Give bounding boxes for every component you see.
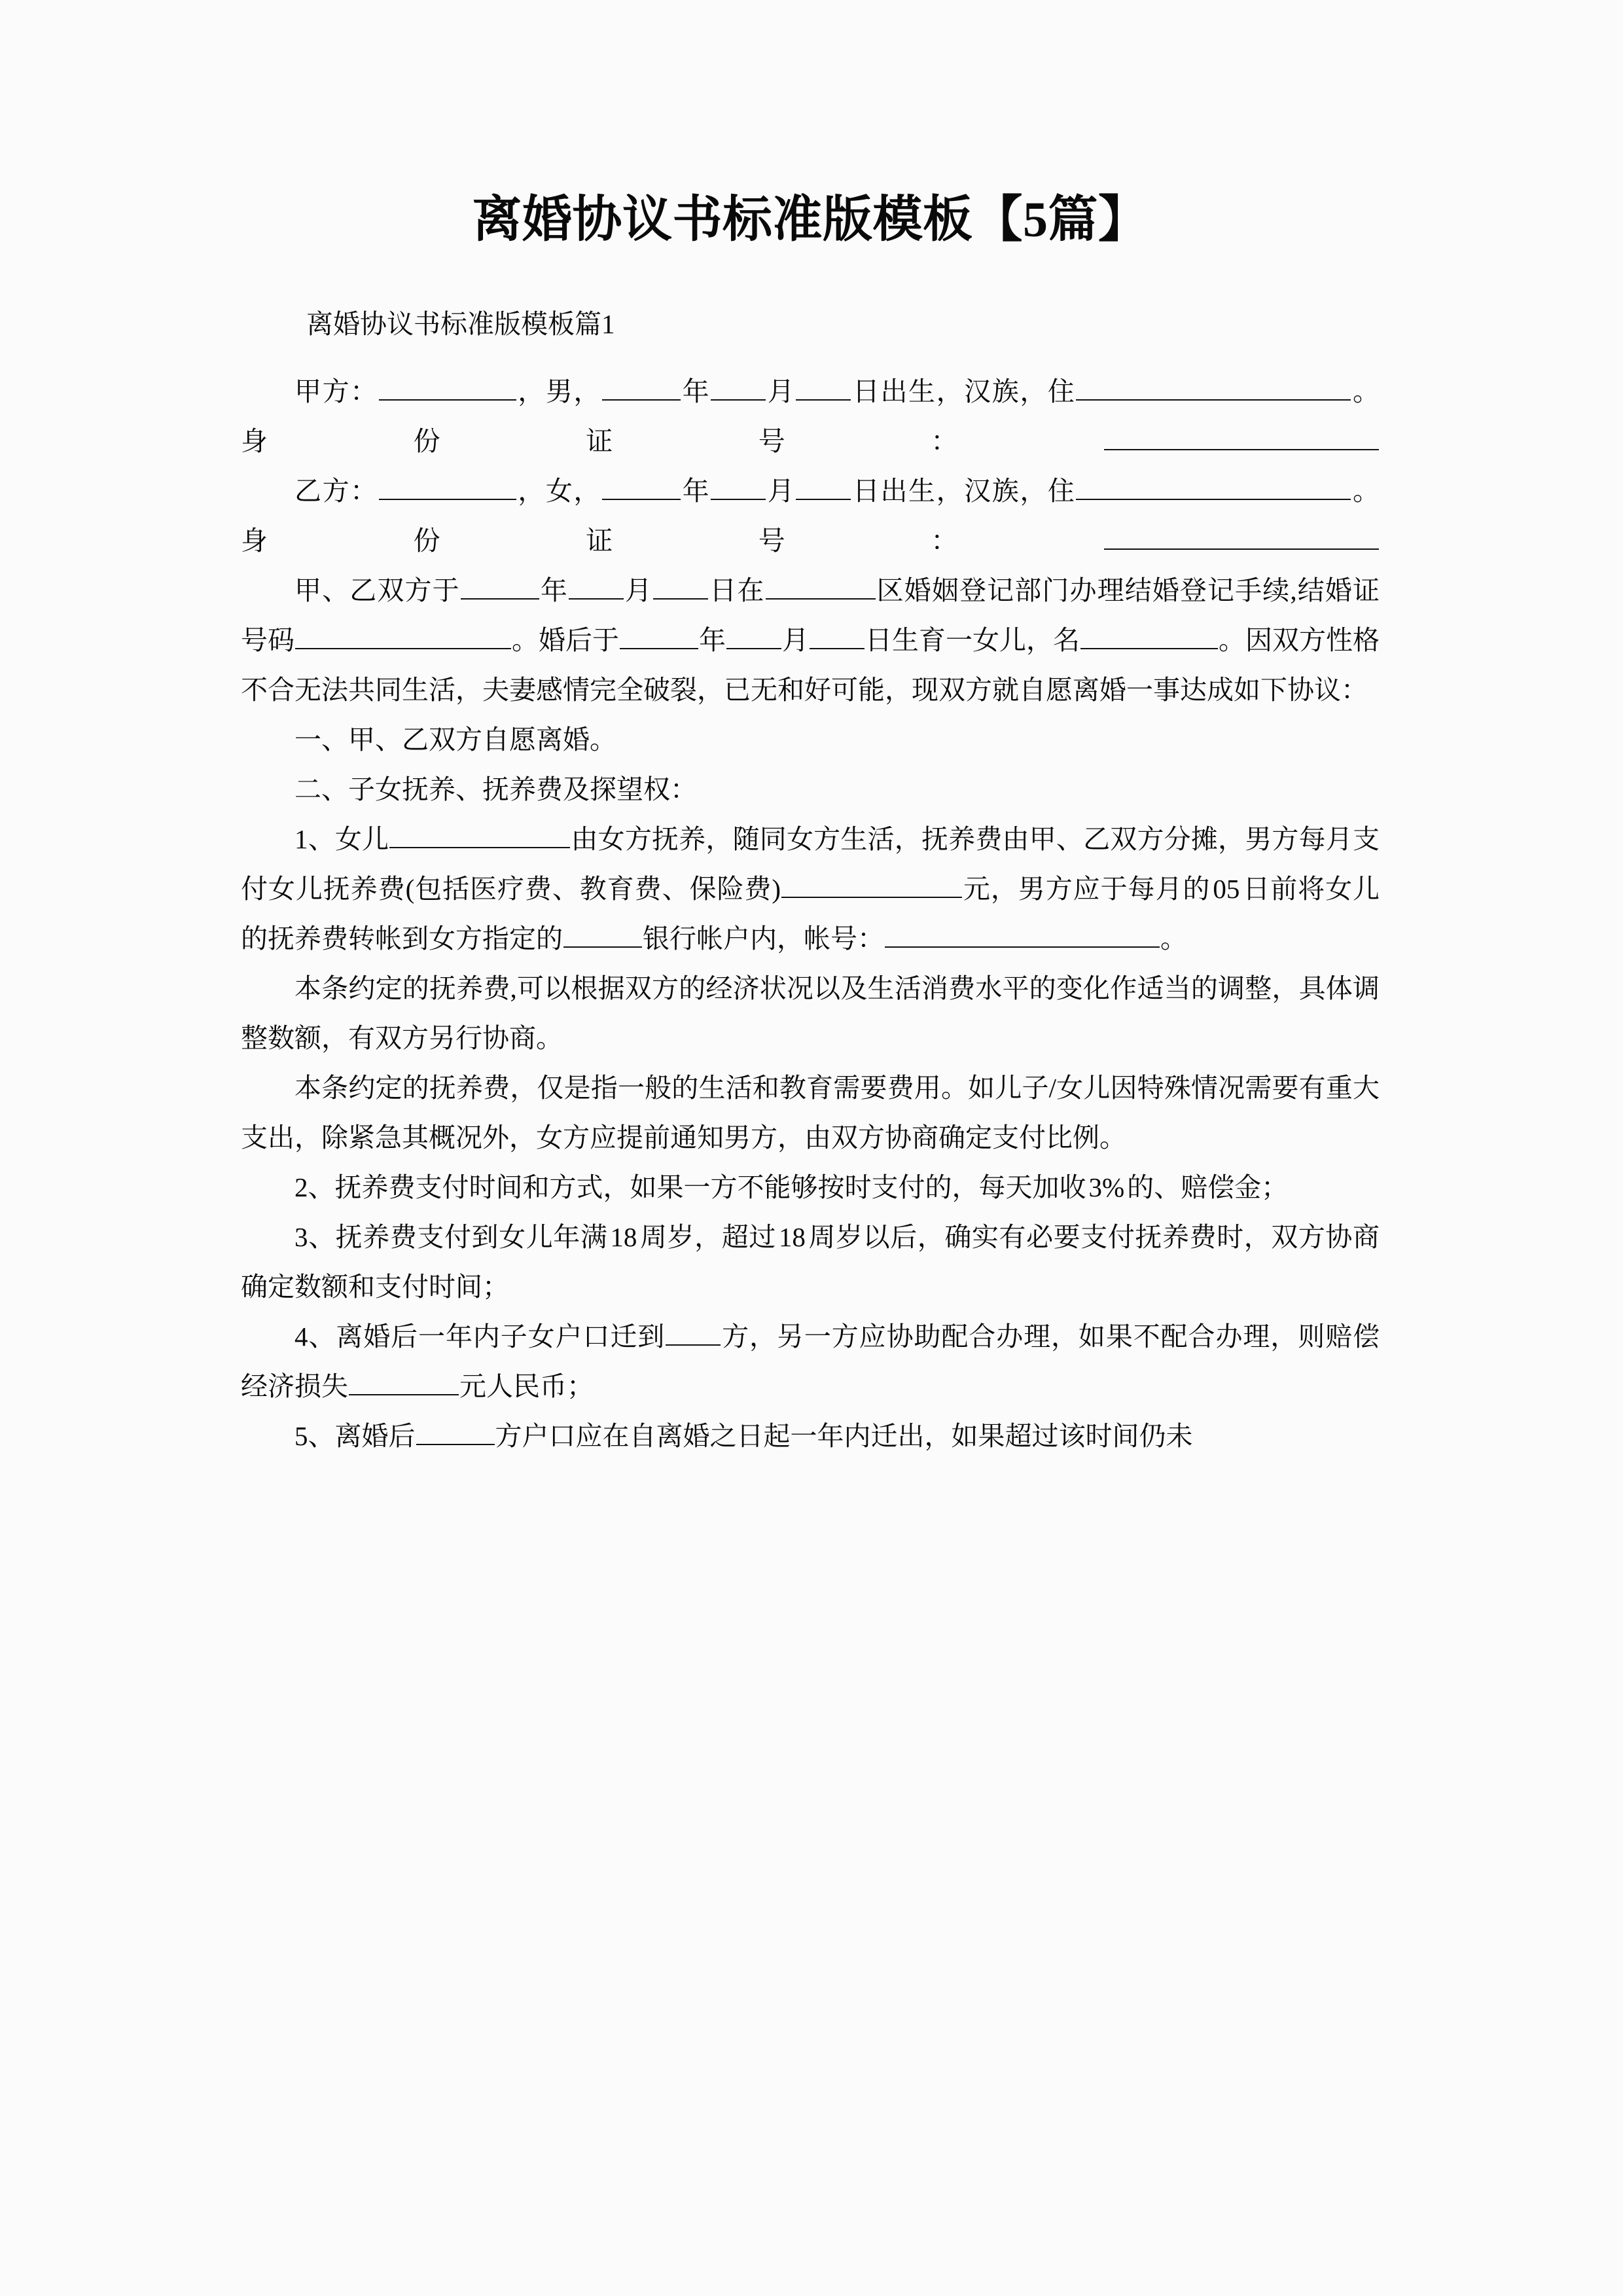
item-3-tail: 周岁以后，确实有必要支付抚养费时，双方协商确定数额和支付时间； — [241, 1222, 1380, 1302]
birth-month-unit: 月 — [782, 625, 809, 656]
paragraph-item-2 — [241, 1162, 1380, 1212]
party-b-label: 乙方： — [294, 476, 378, 507]
item-4-mid: 方，另一方应协助配合办理，如果不配合办理，则赔偿经济损失 — [241, 1321, 1380, 1402]
paragraph-party-b — [241, 466, 1380, 565]
item-3-age-threshold: 18 — [610, 1222, 637, 1253]
party-a-id-label: 。身份证号： — [241, 376, 1380, 457]
item-4-lead: 4、离婚后一年内子女户口迁到 — [294, 1321, 666, 1352]
item-4-compensation-blank[interactable] — [349, 1367, 459, 1395]
item-1-daughter-name-blank[interactable] — [389, 819, 570, 848]
paragraph-item-4 — [241, 1312, 1380, 1411]
adjustment-text: 本条约定的抚养费,可以根据双方的经济状况以及生活消费水平的变化作适当的调整，具体调整数额，有双方另行协商。 — [241, 973, 1380, 1054]
party-a-birth-year-blank[interactable] — [602, 372, 681, 401]
party-a-label: 甲方： — [294, 376, 378, 407]
party-b-day-unit: 日出生，汉族，住 — [851, 476, 1076, 507]
marriage-day-unit: 日在 — [709, 575, 765, 606]
party-a-address-blank[interactable] — [1076, 372, 1351, 401]
item-1-lead: 1、女儿 — [294, 824, 389, 855]
item-1-amount-suffix: 元，男方应于每月的 — [962, 874, 1211, 905]
party-a-day-unit: 日出生，汉族，住 — [851, 376, 1076, 407]
item-1-transfer-text: 日前将女儿的抚养费转帐到女方指定的 — [241, 874, 1380, 954]
party-b-address-blank[interactable] — [1076, 471, 1351, 500]
marriage-month-unit: 月 — [624, 575, 653, 606]
party-b-birth-year-blank[interactable] — [602, 471, 681, 500]
paragraph-item-3 — [241, 1212, 1380, 1312]
scope-text: 本条约定的抚养费，仅是指一般的生活和教育需要费用。如儿子/女儿因特殊情况需要有重大支出，除紧急其概况外，女方应提前通知男方，由双方协商确定支付比例。 — [241, 1073, 1380, 1153]
item-1-account-label: 银行帐户内，帐号： — [643, 924, 884, 954]
item-1-body: 由女方抚养，随同女方生活，抚养费由甲、乙双方分摊，男方每月支付女儿抚养费(包括医疗费、教育费、保险费) — [241, 824, 1380, 905]
item-4-tail: 元人民币； — [459, 1371, 594, 1402]
birth-month-blank[interactable] — [726, 620, 781, 649]
item-1-payment-day: 05 — [1213, 874, 1240, 905]
item-4-party-blank[interactable] — [666, 1317, 721, 1346]
party-b-gender-text: ，女， — [516, 476, 602, 507]
party-a-birth-month-blank[interactable] — [711, 372, 766, 401]
paragraph-marriage-registration — [241, 565, 1380, 715]
item-1-end-period: 。 — [1160, 924, 1187, 954]
party-a-birth-day-blank[interactable] — [796, 372, 851, 401]
party-b-birth-month-blank[interactable] — [711, 471, 766, 500]
item-5-tail: 方户口应在自离婚之日起一年内迁出，如果超过该时间仍未 — [495, 1421, 1193, 1452]
paragraph-item-1 — [241, 814, 1380, 963]
item-2-tail: 的、赔偿金； — [1127, 1172, 1289, 1203]
marriage-year-blank[interactable] — [461, 571, 539, 600]
item-5-party-blank[interactable] — [416, 1416, 495, 1445]
party-b-name-blank[interactable] — [379, 471, 516, 500]
item-2-penalty-rate: 3% — [1088, 1172, 1125, 1203]
marriage-reg-body: 区婚姻登记部门办理结婚登记手续,结婚证号码 — [241, 575, 1380, 656]
party-b-birth-day-blank[interactable] — [796, 471, 851, 500]
marriage-district-blank[interactable] — [766, 571, 876, 600]
item-1-account-number-blank[interactable] — [885, 919, 1160, 948]
clause-2-text: 二、子女抚养、抚养费及探望权： — [294, 774, 697, 805]
paragraph-clause-1 — [241, 715, 1380, 764]
item-3-lead: 3、抚养费支付到女儿年满 — [294, 1222, 608, 1253]
marriage-reg-lead: 甲、乙双方于 — [294, 575, 460, 606]
paragraph-clause-2 — [241, 764, 1380, 814]
paragraph-adjustment — [241, 963, 1380, 1063]
paragraph-party-a — [241, 367, 1380, 466]
clause-1-text: 一、甲、乙双方自愿离婚。 — [294, 725, 616, 755]
birth-year-blank[interactable] — [620, 620, 698, 649]
party-a-id-blank[interactable] — [1104, 422, 1379, 450]
item-3-age-threshold-2: 18 — [778, 1222, 806, 1253]
item-1-amount-blank[interactable] — [781, 869, 962, 898]
section-heading-piece-1: 离婚协议书标准版模板篇1 — [306, 309, 615, 340]
marriage-day-blank[interactable] — [653, 571, 708, 600]
paragraph-item-5 — [241, 1411, 1380, 1461]
birth-year-unit: 年 — [699, 625, 726, 656]
party-a-year-unit: 年 — [681, 376, 711, 407]
party-b-id-label: 。身份证号： — [241, 476, 1380, 556]
page-title: 离婚协议书标准版模板【5篇】 — [472, 192, 1149, 247]
marriage-month-blank[interactable] — [569, 571, 624, 600]
item-2-lead: 2、抚养费支付时间和方式，如果一方不能够按时支付的，每天加收 — [294, 1172, 1086, 1203]
party-a-name-blank[interactable] — [379, 372, 516, 401]
birth-day-blank[interactable] — [810, 620, 865, 649]
party-b-id-blank[interactable] — [1104, 521, 1379, 550]
marriage-after-lead: 。婚后于 — [512, 625, 619, 656]
item-1-bank-blank[interactable] — [563, 919, 642, 948]
child-name-blank[interactable] — [1080, 620, 1218, 649]
party-b-year-unit: 年 — [681, 476, 711, 507]
party-a-month-unit: 月 — [766, 376, 796, 407]
paragraph-scope — [241, 1063, 1380, 1162]
document-content-column — [241, 0, 1380, 1461]
item-5-lead: 5、离婚后 — [294, 1421, 416, 1452]
party-a-gender-text: ，男， — [516, 376, 602, 407]
birth-child-text: 日生育一女儿，名 — [865, 625, 1080, 656]
marriage-year-unit: 年 — [539, 575, 568, 606]
marriage-breakdown-text: 。因双方性格不合无法共同生活，夫妻感情完全破裂，已无和好可能，现双方就自愿离婚一事达成如下协议： — [241, 625, 1380, 706]
marriage-certificate-number-blank[interactable] — [295, 620, 511, 649]
party-b-month-unit: 月 — [766, 476, 796, 507]
item-3-mid: 周岁，超过 — [639, 1222, 776, 1253]
